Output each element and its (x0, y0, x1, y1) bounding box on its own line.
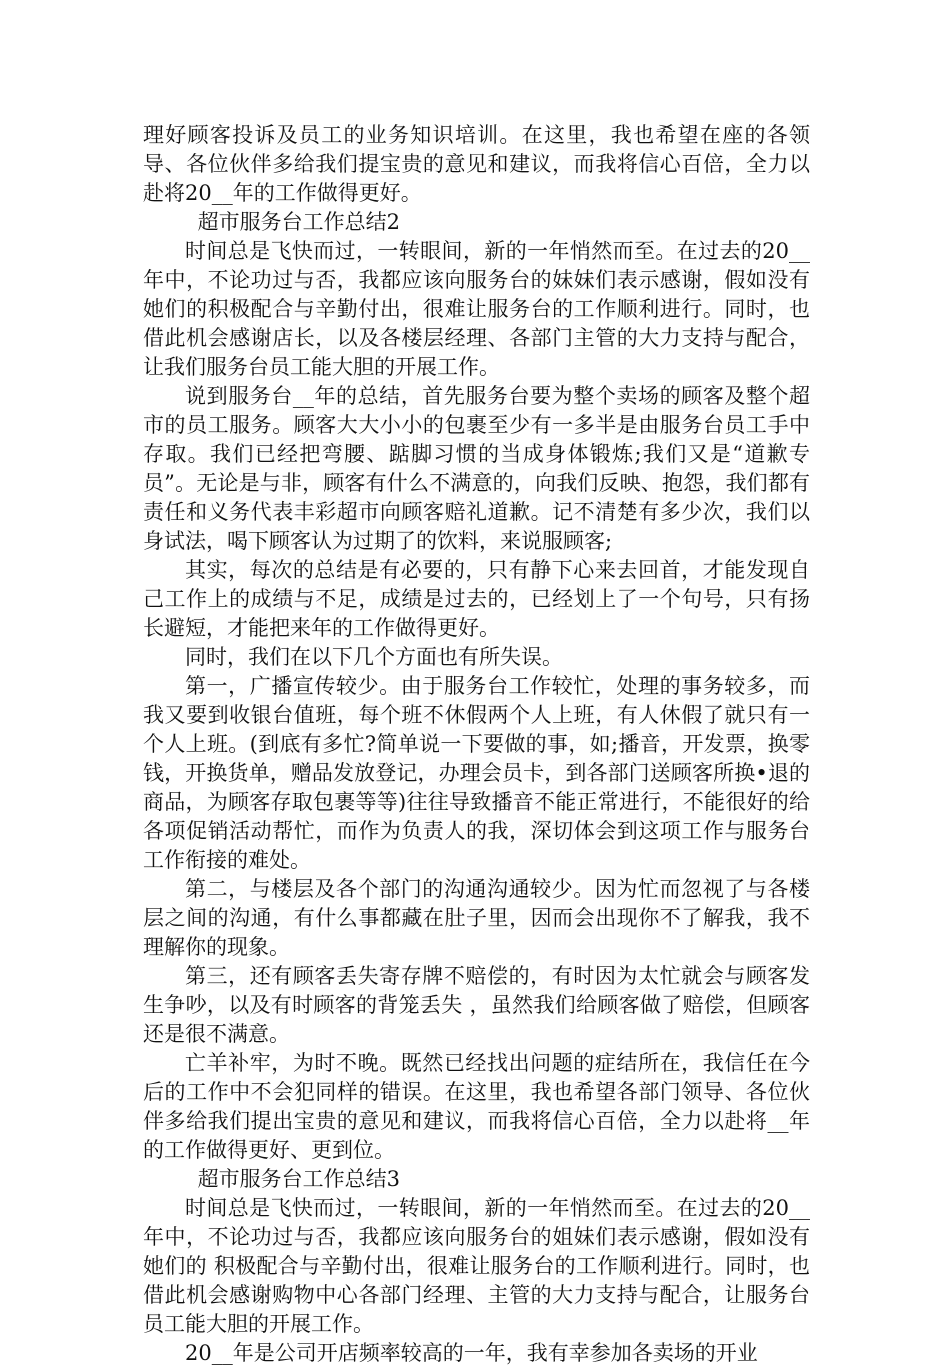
section-heading-2: 超市服务台工作总结2 (197, 210, 400, 234)
paragraph-4: 其实，每次的总结是有必要的，只有静下心来去回首，才能发现自己工作上的成绩与不足，成绩是过去的，已经划上了一个句号，只有扬长避短，才能把来年的工作做得更好。 (143, 558, 810, 640)
section-heading-3: 超市服务台工作总结3 (197, 1167, 400, 1191)
paragraph-11: 20__年是公司开店频率较高的一年，我有幸参加各卖场的开业 (185, 1341, 758, 1365)
paragraph-7: 第二，与楼层及各个部门的沟通沟通较少。因为忙而忽视了与各楼层之间的沟通，有什么事都藏在肚子里，因而会出现你不了解我，我不理解你的现象。 (143, 877, 810, 959)
paragraph-9: 亡羊补牢，为时不晚。既然已经找出问题的症结所在，我信任在今后的工作中不会犯同样的错误。在这里，我也希望各部门领导、各位伙伴多给我们提出宝贵的意见和建议，而我将信心百倍，全力以赴将__年的工作做得更好、更到位。 (143, 1051, 810, 1162)
paragraph-3: 说到服务台__年的总结，首先服务台要为整个卖场的顾客及整个超市的员工服务。顾客大大小小的包裹至少有一多半是由服务台员工手中存取。我们已经把弯腰、踮脚习惯的当成身体锻炼;我们又是“道歉专员”。无论是与非，顾客有什么不满意的，向我们反映、抱怨，我们都有责任和义务代表丰彩超市向顾客赔礼道歉。记不清楚有多少次，我们以身试法，喝下顾客认为过期了的饮料，来说服顾客; (143, 384, 810, 553)
document-body (143, 121, 810, 1368)
paragraph-10: 时间总是飞快而过，一转眼间，新的一年悄然而至。在过去的20__年中，不论功过与否，我都应该向服务台的姐妹们表示感谢，假如没有她们的 积极配合与辛勤付出，很难让服务台的工作顺利进行。同时，也借此机会感谢购物中心各部门经理、主管的大力支持与配合，让服务台员工能大胆的开展工作。 (143, 1196, 810, 1336)
paragraph-6: 第一，广播宣传较少。由于服务台工作较忙，处理的事务较多，而我又要到收银台值班，每个班不休假两个人上班，有人休假了就只有一个人上班。(到底有多忙?简单说一下要做的事，如;播音，开发票，换零钱，开换货单，赠品发放登记，办理会员卡，到各部门送顾客所换•退的商品，为顾客存取包裹等等)往往导致播音不能正常进行，不能很好的给各项促销活动帮忙，而作为负责人的我，深切体会到这项工作与服务台工作衔接的难处。 (143, 674, 810, 872)
paragraph-2: 时间总是飞快而过，一转眼间，新的一年悄然而至。在过去的20__年中，不论功过与否，我都应该向服务台的妹妹们表示感谢，假如没有她们的积极配合与辛勤付出，很难让服务台的工作顺利进行。同时，也借此机会感谢店长，以及各楼层经理、各部门主管的大力支持与配合，让我们服务台员工能大胆的开展工作。 (143, 239, 810, 379)
paragraph-8: 第三，还有顾客丢失寄存牌不赔偿的，有时因为太忙就会与顾客发生争吵，以及有时顾客的背笼丢失 ，虽然我们给顾客做了赔偿，但顾客还是很不满意。 (143, 964, 810, 1046)
paragraph-1: 理好顾客投诉及员工的业务知识培训。在这里，我也希望在座的各领导、各位伙伴多给我们提宝贵的意见和建议，而我将信心百倍，全力以赴将20__年的工作做得更好。 (143, 123, 810, 205)
paragraph-5: 同时，我们在以下几个方面也有所失误。 (185, 645, 563, 669)
